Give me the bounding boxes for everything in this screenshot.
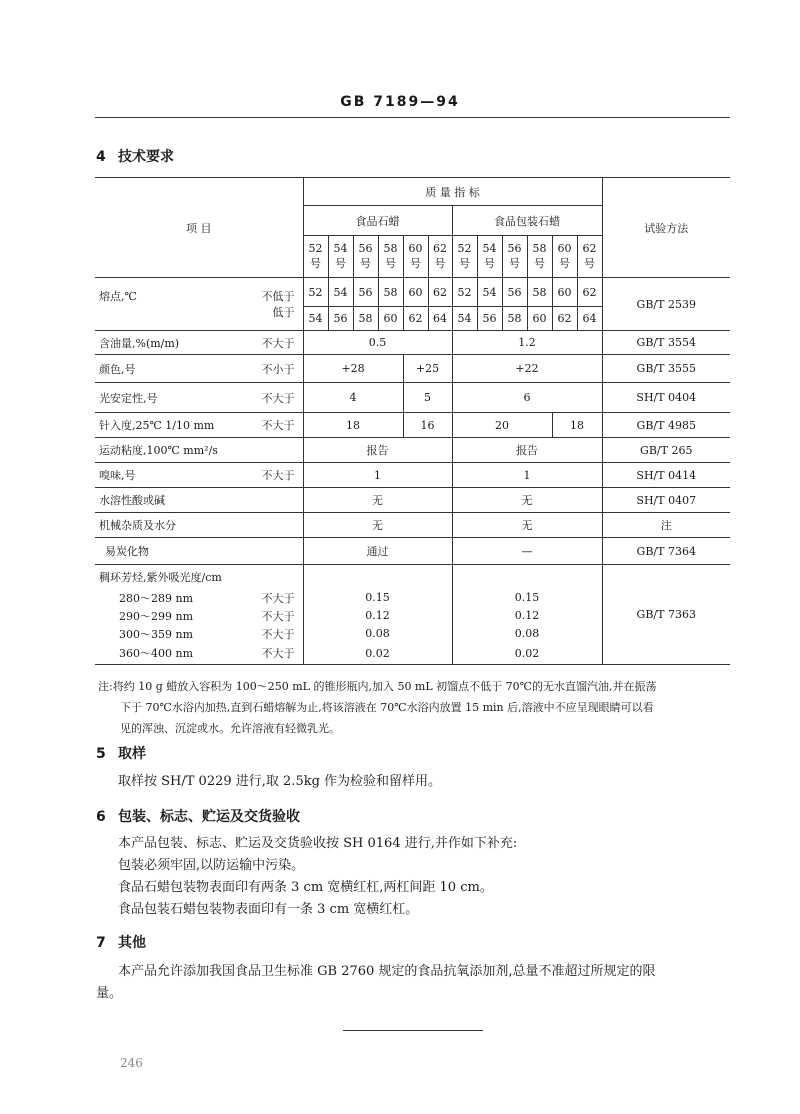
cell: 1.2 <box>452 331 602 355</box>
spec-table <box>95 177 730 665</box>
cell: 62 <box>428 278 452 307</box>
cell: 62 <box>552 307 577 331</box>
cell: 0.15 <box>452 589 602 607</box>
grade: 60 号 <box>552 236 577 278</box>
para-line: 本产品允许添加我国食品卫生标准 GB 2760 规定的食品抗氧添加剂,总量不准超过所规定的限 <box>118 964 656 979</box>
cell: 0.12 <box>303 607 452 625</box>
grade: 52 号 <box>303 236 328 278</box>
row-oil-label: 含油量,%(m/m) 不大于 <box>95 331 303 355</box>
cell: +28 <box>303 355 403 383</box>
cell: 无 <box>452 488 602 513</box>
header-code: GB 7189—94 <box>340 94 460 110</box>
cell: 0.5 <box>303 331 452 355</box>
cell: 58 <box>502 307 527 331</box>
section-number: 7 <box>96 935 106 951</box>
method: GB/T 7363 <box>602 565 730 665</box>
cell: 报告 <box>452 438 602 463</box>
note-line: 下于 70℃水浴内加热,直到石蜡熔解为止,将该溶液在 70℃水浴内放置 15 min 后,溶液中不应呈现眼睛可以看 <box>120 701 654 714</box>
header-item: 项 目 <box>95 178 303 278</box>
grade: 58 号 <box>527 236 552 278</box>
cell: 通过 <box>303 538 452 565</box>
cell: 16 <box>403 413 452 438</box>
note-line: 见的浑浊、沉淀或水。允许溶液有轻微乳光。 <box>120 722 340 735</box>
para-line: 食品石蜡包装物表面印有两条 3 cm 宽横红杠,两杠间距 10 cm。 <box>118 880 493 895</box>
cell: 无 <box>452 513 602 538</box>
cell: 58 <box>527 278 552 307</box>
footer-rule <box>343 1030 483 1031</box>
cell: 54 <box>328 278 353 307</box>
method: GB/T 3555 <box>602 355 730 383</box>
cell-empty <box>452 565 602 589</box>
cell: +22 <box>452 355 602 383</box>
row-carbon-label: 易炭化物 <box>95 538 303 565</box>
cell: 1 <box>452 463 602 488</box>
cell: 64 <box>577 307 602 331</box>
aromatic-sub-label: 300～359 nm 不大于 <box>95 625 303 643</box>
cell: 4 <box>303 383 403 413</box>
section-6-heading <box>96 806 300 826</box>
method: SH/T 0407 <box>602 488 730 513</box>
para-line: 量。 <box>96 986 123 1001</box>
section-5-heading <box>96 743 146 763</box>
section-number: 4 <box>96 149 106 165</box>
grade: 62 号 <box>428 236 452 278</box>
cell: 18 <box>303 413 403 438</box>
cell: — <box>452 538 602 565</box>
row-impurity-label: 机械杂质及水分 <box>95 513 303 538</box>
cell: 60 <box>527 307 552 331</box>
section-title: 技术要求 <box>118 149 174 165</box>
cell-empty <box>303 565 452 589</box>
row-color-label: 颜色,号 不小于 <box>95 355 303 383</box>
method: SH/T 0404 <box>602 383 730 413</box>
table-note <box>98 676 728 739</box>
method: GB/T 3554 <box>602 331 730 355</box>
grade: 58 号 <box>378 236 403 278</box>
cell: 0.12 <box>452 607 602 625</box>
cell: 60 <box>552 278 577 307</box>
cell: 56 <box>353 278 378 307</box>
header-quality: 质 量 指 标 <box>303 178 602 206</box>
cell: 56 <box>328 307 353 331</box>
cell: 6 <box>452 383 602 413</box>
section-4-heading <box>96 146 174 166</box>
cell: 1 <box>303 463 452 488</box>
para-line: 包装必须牢固,以防运输中污染。 <box>118 858 305 873</box>
header-pack-wax: 食品包装石蜡 <box>452 206 602 236</box>
aromatic-sub-label: 360～400 nm 不大于 <box>95 643 303 665</box>
grade: 56 号 <box>502 236 527 278</box>
method: GB/T 265 <box>602 438 730 463</box>
grade: 56 号 <box>353 236 378 278</box>
cell: 无 <box>303 488 452 513</box>
row-viscosity-label: 运动粘度,100℃ mm²/s <box>95 438 303 463</box>
aromatic-sub-label: 280～289 nm 不大于 <box>95 589 303 607</box>
cell: 0.15 <box>303 589 452 607</box>
row-penetration-label: 针入度,25℃ 1/10 mm 不大于 <box>95 413 303 438</box>
cell: 54 <box>452 307 477 331</box>
cell: 62 <box>403 307 428 331</box>
grade: 62 号 <box>577 236 602 278</box>
cell: 54 <box>303 307 328 331</box>
cell: 报告 <box>303 438 452 463</box>
cell: 60 <box>403 278 428 307</box>
cell: +25 <box>403 355 452 383</box>
header-rule <box>95 117 730 118</box>
cell: 0.08 <box>303 625 452 643</box>
header-method: 试验方法 <box>602 178 730 278</box>
cell: 62 <box>577 278 602 307</box>
section-number: 6 <box>96 809 106 825</box>
para-line: 食品包装石蜡包装物表面印有一条 3 cm 宽横红杠。 <box>118 902 419 917</box>
cell: 无 <box>303 513 452 538</box>
header-food-wax: 食品石蜡 <box>303 206 452 236</box>
section-title: 取样 <box>118 746 146 762</box>
section-6-paragraph <box>118 833 517 921</box>
section-7-text <box>96 961 730 1005</box>
row-aromatic-label: 稠环芳烃,紫外吸光度/cm <box>95 565 303 589</box>
row-acid-label: 水溶性酸或碱 <box>95 488 303 513</box>
row-odor-label: 嗅味,号 不大于 <box>95 463 303 488</box>
cell: 0.02 <box>303 643 452 665</box>
cell: 52 <box>303 278 328 307</box>
method: GB/T 4985 <box>602 413 730 438</box>
method: SH/T 0414 <box>602 463 730 488</box>
row-melting-label: 熔点,℃ 不低于 低于 <box>95 278 303 331</box>
cell: 56 <box>477 307 502 331</box>
cell: 64 <box>428 307 452 331</box>
cell: 60 <box>378 307 403 331</box>
cell: 54 <box>477 278 502 307</box>
grade: 54 号 <box>477 236 502 278</box>
method: 注 <box>602 513 730 538</box>
row-light-label: 光安定性,号 不大于 <box>95 383 303 413</box>
cell: 56 <box>502 278 527 307</box>
para-line: 本产品包装、标志、贮运及交货验收按 SH 0164 进行,并作如下补充: <box>118 836 518 851</box>
cell: 18 <box>552 413 602 438</box>
cell: 5 <box>403 383 452 413</box>
cell: 58 <box>378 278 403 307</box>
cell: 0.02 <box>452 643 602 665</box>
aromatic-sub-label: 290～299 nm 不大于 <box>95 607 303 625</box>
method: GB/T 7364 <box>602 538 730 565</box>
page-number: 246 <box>120 1056 143 1070</box>
grade: 52 号 <box>452 236 477 278</box>
cell: 0.08 <box>452 625 602 643</box>
method: GB/T 2539 <box>602 278 730 331</box>
grade: 54 号 <box>328 236 353 278</box>
section-7-heading <box>96 932 146 952</box>
cell: 20 <box>452 413 552 438</box>
cell: 58 <box>353 307 378 331</box>
cell: 52 <box>452 278 477 307</box>
grade: 60 号 <box>403 236 428 278</box>
section-title: 包装、标志、贮运及交货验收 <box>118 809 300 825</box>
section-number: 5 <box>96 746 106 762</box>
note-line: 注:将约 10 g 蜡放入容积为 100～250 mL 的锥形瓶内,加入 50 mL 初馏点不低于 70℃的无水直馏汽油,并在振荡 <box>98 680 657 693</box>
section-title: 其他 <box>118 935 146 951</box>
section-5-text: 取样按 SH/T 0229 进行,取 2.5kg 作为检验和留样用。 <box>118 774 442 789</box>
